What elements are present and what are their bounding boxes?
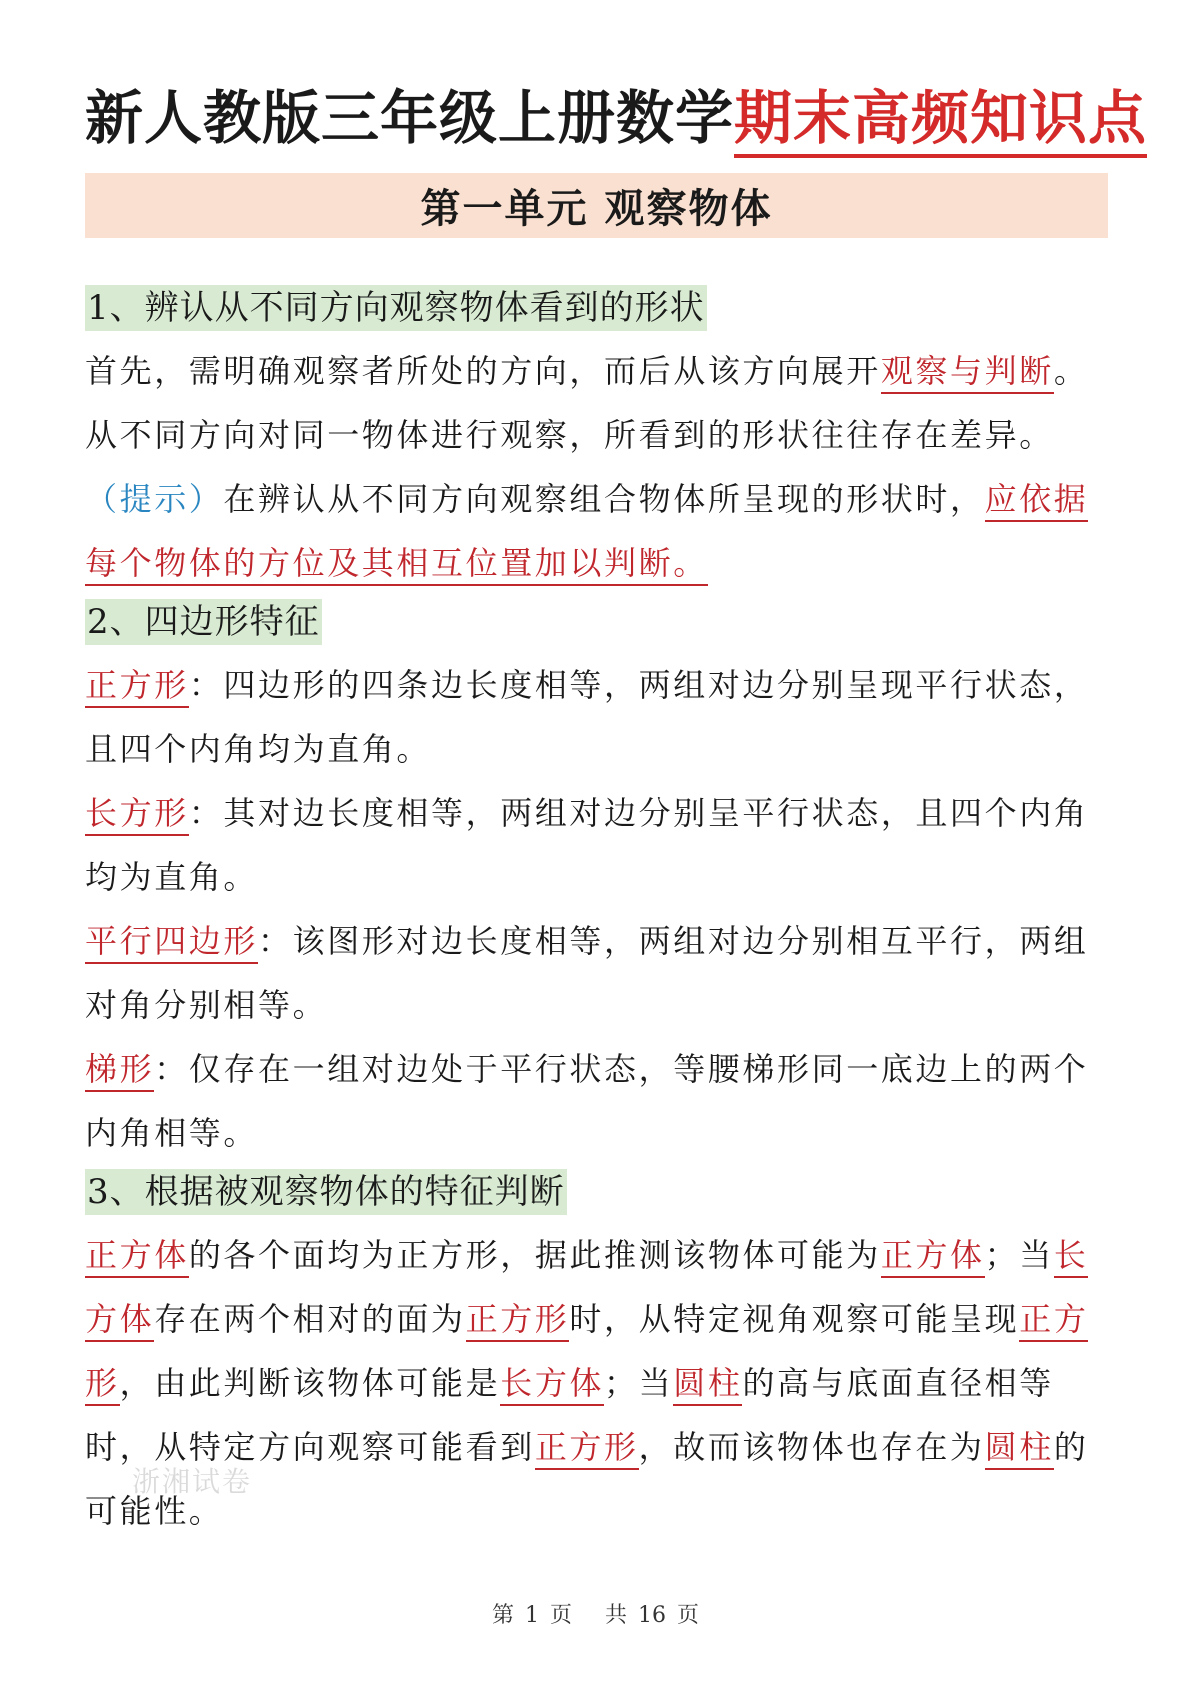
unit-title: 第一单元 观察物体: [420, 186, 773, 232]
document-title: [85, 78, 1148, 158]
text: 的高与底面直径相等时，从特定方向观察可能看到: [85, 1364, 1054, 1466]
unit-banner: [85, 173, 1108, 238]
paragraph: [85, 1223, 1115, 1543]
key-term: 长方体: [500, 1364, 604, 1406]
section-2: [85, 599, 1115, 1165]
text: 。从不同方向对同一物体进行观察，所看到的形状往往存在差异。: [85, 352, 1089, 454]
section-3: [85, 1169, 1115, 1543]
text: ；当: [984, 1236, 1054, 1274]
key-term: 观察与判断: [881, 352, 1054, 394]
text: 的各个面均为正方形，据此推测该物体可能为: [188, 1236, 881, 1274]
key-term: 长方体: [85, 1236, 1088, 1342]
definition-square: [85, 653, 1115, 781]
text: 时，从特定视角观察可能呈现: [569, 1300, 1020, 1338]
definition: ：四边形的四条边长度相等，两组对边分别呈现平行状态，且四个内角均为直角。: [85, 666, 1089, 768]
text: 首先，需明确观察者所处的方向，而后从该方向展开: [85, 352, 881, 390]
page-footer: [0, 1598, 1191, 1629]
title-highlight: 期末高频知识点: [734, 84, 1147, 158]
definition-rectangle: [85, 781, 1115, 909]
term: 长方形: [85, 794, 189, 836]
definition-trapezoid: [85, 1037, 1115, 1165]
text: ，故而该物体也存在为: [638, 1428, 985, 1466]
key-term: 正方体: [85, 1236, 189, 1278]
term: 平行四边形: [85, 922, 258, 964]
text: 存在两个相对的面为: [154, 1300, 466, 1338]
text: 在辨认从不同方向观察组合物体所呈现的形状时，: [223, 480, 985, 518]
text: ，由此判断该物体可能是: [119, 1364, 501, 1402]
text: ；当: [604, 1364, 674, 1402]
section-1: [85, 285, 1115, 595]
key-term: 圆柱: [985, 1428, 1054, 1470]
page-number: 第 1 页: [492, 1603, 572, 1628]
definition: ：仅存在一组对边处于平行状态，等腰梯形同一底边上的两个内角相等。: [85, 1050, 1089, 1152]
text: 的可能性。: [85, 1428, 1089, 1530]
key-term: 正方形: [85, 1300, 1088, 1406]
watermark: 浙湘试卷: [132, 1465, 253, 1498]
paragraph: [85, 339, 1115, 467]
key-term: 正方形: [466, 1300, 570, 1342]
section-heading: 1、辨认从不同方向观察物体看到的形状: [85, 285, 707, 331]
definition-parallelogram: [85, 909, 1115, 1037]
page-total: 共 16 页: [604, 1603, 699, 1628]
section-heading: 3、根据被观察物体的特征判断: [85, 1169, 567, 1215]
definition: ：其对边长度相等，两组对边分别呈平行状态，且四个内角均为直角。: [85, 794, 1089, 896]
section-heading: 2、四边形特征: [85, 599, 322, 645]
tip-paragraph: [85, 467, 1115, 595]
term: 梯形: [85, 1050, 154, 1092]
key-term: 圆柱: [673, 1364, 742, 1406]
term: 正方形: [85, 666, 189, 708]
tip-label: （提示）: [85, 480, 224, 518]
key-term: 正方形: [535, 1428, 639, 1470]
document-body: [85, 285, 1115, 1545]
key-term: 正方体: [881, 1236, 985, 1278]
title-main: 新人教版三年级上册数学: [85, 84, 735, 152]
definition: ：该图形对边长度相等，两组对边分别相互平行，两组对角分别相等。: [85, 922, 1089, 1024]
key-phrase: 应依据每个物体的方位及其相互位置加以判断。: [85, 480, 1088, 586]
